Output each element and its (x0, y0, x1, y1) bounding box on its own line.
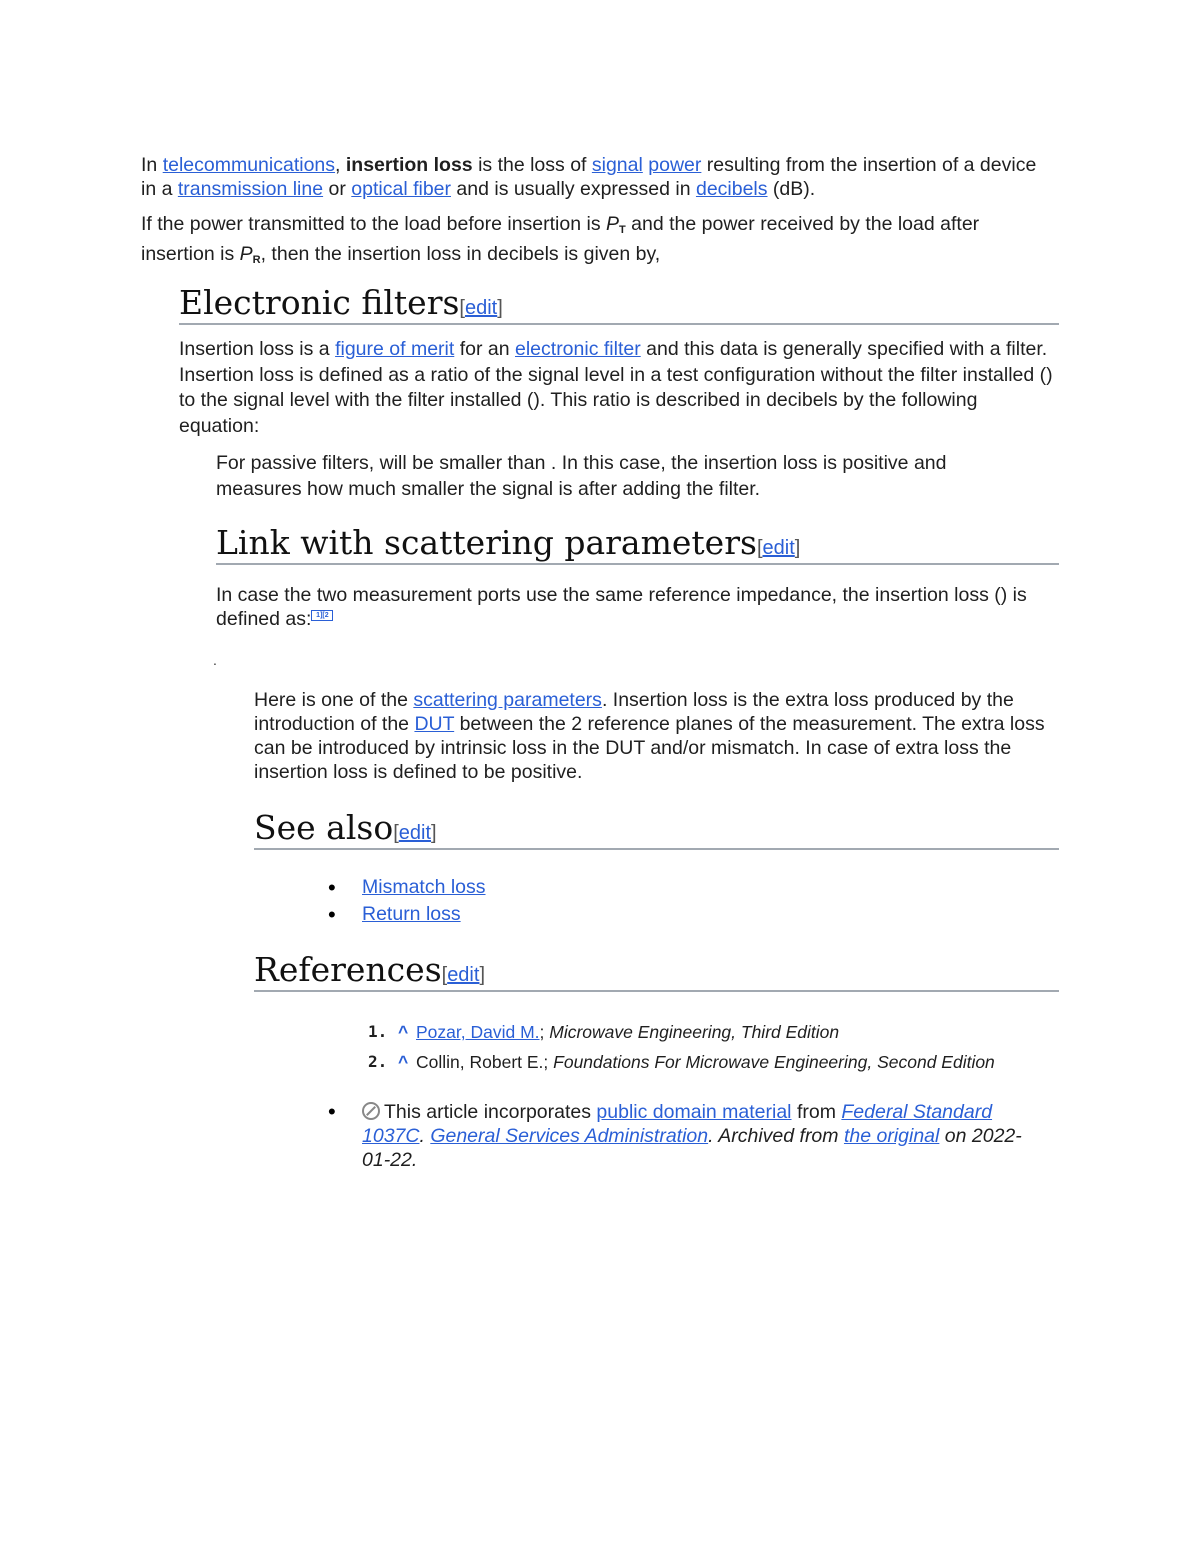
text: or (323, 178, 352, 200)
intro-paragraph-1 (141, 153, 1041, 201)
list-item (328, 874, 962, 901)
edit-bracket: [edit] (441, 964, 485, 986)
see-also-list (328, 874, 962, 928)
link-gsa[interactable]: General Services Administration (430, 1125, 709, 1147)
text: This article incorporates (384, 1101, 597, 1123)
text: Here is one of the (254, 689, 414, 711)
link-transmission-line[interactable]: transmission line (177, 178, 324, 200)
reference-marker[interactable]: 1][2 (311, 610, 333, 621)
section-references (254, 950, 1059, 992)
link-return-loss[interactable]: Return loss (362, 903, 461, 925)
heading-text: References (254, 950, 442, 989)
edit-link[interactable]: edit (464, 297, 498, 319)
text: . (419, 1125, 431, 1147)
text: In (141, 154, 163, 176)
text: , (335, 154, 346, 176)
link-electronic-filter[interactable]: electronic filter (515, 338, 641, 360)
edit-bracket: [edit] (393, 822, 437, 844)
link-optical-fiber[interactable]: optical fiber (351, 178, 451, 200)
edit-bracket: [edit] (459, 297, 503, 319)
link-power[interactable]: power (648, 154, 702, 176)
bullet-icon: • (328, 875, 336, 900)
filters-paragraph-2 (216, 451, 1036, 502)
text: for an (454, 338, 515, 360)
section-see-also (254, 808, 1059, 850)
bold-term: insertion loss (345, 154, 473, 176)
link-federal-standard[interactable]: Federal Standard 1037C (362, 1101, 993, 1147)
edit-link[interactable]: edit (762, 537, 795, 559)
heading-see-also (254, 808, 1059, 850)
references-list (368, 1017, 1056, 1077)
heading-text: See also (254, 808, 394, 847)
text: ; (539, 1022, 550, 1042)
back-to-citation-icon[interactable]: ^ (398, 1052, 409, 1072)
heading-scattering (216, 523, 1059, 565)
reference-title: Microwave Engineering, Third Edition (549, 1022, 840, 1042)
edit-link[interactable]: edit (447, 964, 480, 986)
link-the-original[interactable]: the original (843, 1125, 940, 1147)
link-telecommunications[interactable]: telecommunications (162, 154, 336, 176)
filters-paragraph-1 (179, 337, 1059, 439)
text: (dB). (767, 178, 816, 200)
text: ; (543, 1052, 554, 1072)
heading-text: Link with scattering parameters (216, 523, 757, 562)
intro-paragraph-2 (141, 212, 1041, 272)
text: and this data is generally specified with a filter. Insertion loss is defined as a ratio of the signal level in a test configuration without the filter installed () to the signal level with the filter installed (). This ratio is described in decibels by the following equation: (179, 338, 1053, 437)
formula-dot: . (213, 652, 217, 668)
attribution-note (328, 1099, 1042, 1172)
link-author[interactable]: Pozar, David M. (416, 1022, 540, 1042)
heading-text: Electronic filters (179, 283, 460, 322)
bullet-icon: • (328, 902, 336, 927)
text: and is usually expressed in (451, 178, 696, 200)
text: on 2022-01-22. (362, 1125, 1022, 1171)
public-domain-icon (362, 1102, 380, 1120)
back-to-citation-icon[interactable]: ^ (398, 1022, 409, 1042)
list-item (328, 1099, 1042, 1172)
heading-references (254, 950, 1059, 992)
sub-r: R (252, 254, 261, 266)
var-pr: P (239, 243, 253, 265)
bullet-icon: • (328, 1099, 336, 1124)
heading-electronic-filters (179, 283, 1059, 325)
edit-link[interactable]: edit (398, 822, 431, 844)
reference-item (368, 1047, 1056, 1077)
text: For passive filters, will be smaller than . In this case, the insertion loss is positive and measures how much smaller the signal is after adding the filter. (216, 452, 947, 500)
link-figure-of-merit[interactable]: figure of merit (335, 338, 455, 360)
text: . Archived from (708, 1125, 844, 1147)
var-pt: P (606, 213, 620, 235)
text: . Insertion loss is the extra loss produced by the introduction of the (254, 689, 1014, 735)
list-item (328, 901, 962, 928)
link-public-domain[interactable]: public domain material (596, 1101, 792, 1123)
link-scattering-parameters[interactable]: scattering parameters (413, 689, 602, 711)
link-dut[interactable]: DUT (414, 713, 455, 735)
text: and the power received by the load after insertion is (141, 213, 980, 265)
link-signal[interactable]: signal (591, 154, 643, 176)
text: from (791, 1101, 842, 1123)
formula-placeholder (213, 652, 217, 670)
reference-author: Collin, Robert E. (416, 1052, 544, 1072)
scattering-paragraph-2 (254, 688, 1054, 784)
text: Insertion loss is a (179, 338, 336, 360)
reference-number: 2. (368, 1052, 388, 1071)
text: is the loss of (472, 154, 592, 176)
text: between the 2 reference planes of the measurement. The extra loss can be introduced by intrinsic loss in the DUT and/or mismatch. In case of extra loss the insertion loss is defined to be positive. (254, 713, 1045, 783)
reference-number: 1. (368, 1022, 388, 1041)
scattering-paragraph-1 (216, 583, 1059, 631)
text: If the power transmitted to the load before insertion is (141, 213, 607, 235)
reference-title: Foundations For Microwave Engineering, Second Edition (553, 1052, 995, 1072)
edit-bracket: [edit] (756, 537, 801, 559)
text: resulting from the insertion of a device in a (141, 154, 1037, 200)
link-decibels[interactable]: decibels (695, 178, 768, 200)
section-electronic-filters (179, 283, 1059, 325)
sub-t: T (619, 224, 626, 236)
section-scattering (216, 523, 1059, 565)
text: In case the two measurement ports use the same reference impedance, the insertion loss () is defined as: (216, 584, 1027, 630)
link-mismatch-loss[interactable]: Mismatch loss (362, 876, 486, 898)
text: , then the insertion loss in decibels is given by, (260, 243, 661, 265)
reference-item (368, 1017, 1056, 1047)
